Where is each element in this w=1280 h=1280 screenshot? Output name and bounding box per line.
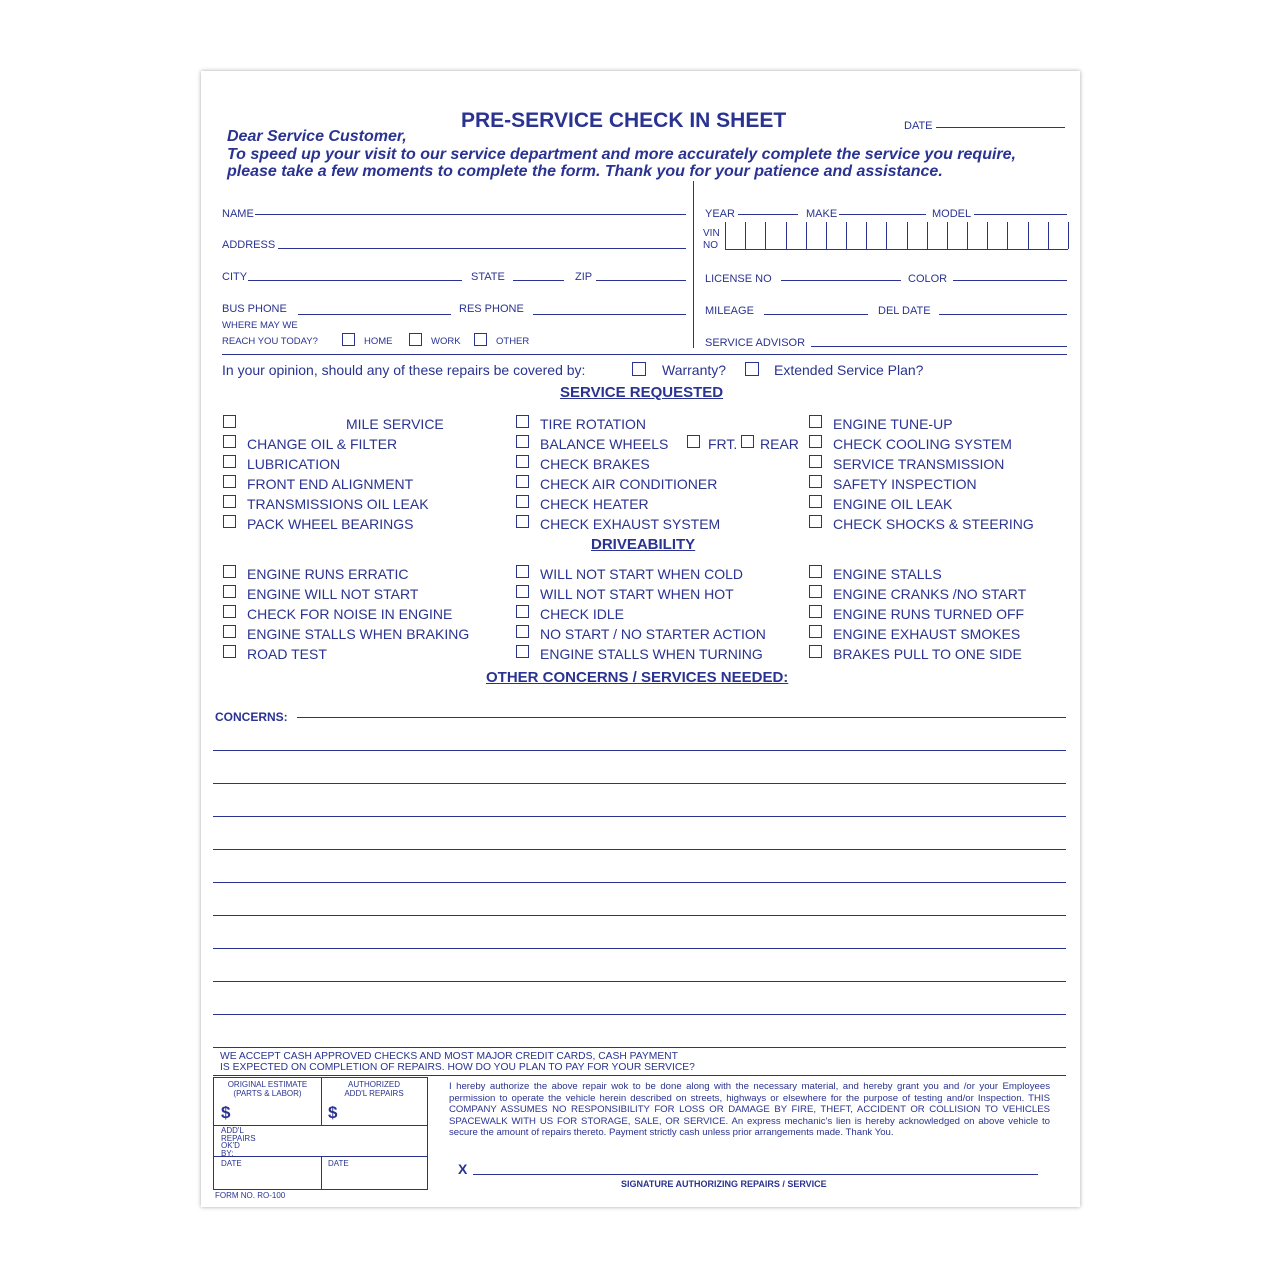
- service-item-label: CHECK HEATER: [540, 496, 649, 512]
- service-item-checkbox[interactable]: [223, 515, 236, 528]
- section-divider: [693, 181, 694, 348]
- concern-line[interactable]: [213, 882, 1066, 883]
- authorized-label: AUTHORIZED: [348, 1080, 400, 1089]
- driveability-item-checkbox[interactable]: [809, 625, 822, 638]
- driveability-item-checkbox[interactable]: [516, 585, 529, 598]
- vin-box-divider: [907, 222, 908, 249]
- make-field[interactable]: [839, 214, 926, 215]
- estimate-box: [213, 1077, 428, 1190]
- address-label: ADDRESS: [222, 239, 276, 251]
- intro-greeting: Dear Service Customer,: [227, 128, 407, 145]
- bus-phone-label: BUS PHONE: [222, 303, 287, 315]
- estimate-rule-1: [214, 1125, 427, 1126]
- work-checkbox[interactable]: [409, 333, 422, 346]
- vin-box-divider: [947, 222, 948, 249]
- service-item-checkbox[interactable]: [223, 475, 236, 488]
- driveability-item-checkbox[interactable]: [516, 645, 529, 658]
- year-field[interactable]: [738, 214, 798, 215]
- vin-box-divider: [806, 222, 807, 249]
- service-item-label: LUBRICATION: [247, 456, 341, 472]
- concerns-field[interactable]: [297, 717, 1066, 718]
- state-label: STATE: [471, 271, 505, 283]
- intro-line-2: please take a few moments to complete the form. Thank you for your patience and assistance.: [227, 163, 943, 180]
- payment-rule: [213, 1075, 1066, 1076]
- coverage-question: In your opinion, should any of these repairs be covered by:: [222, 362, 586, 378]
- driveability-item-checkbox[interactable]: [809, 645, 822, 658]
- section-rule: [222, 354, 1067, 355]
- service-requested-heading: SERVICE REQUESTED: [560, 384, 724, 401]
- service-item-label: CHECK AIR CONDITIONER: [540, 476, 718, 492]
- service-item-label: CHECK SHOCKS & STEERING: [833, 516, 1034, 532]
- form-title: PRE-SERVICE CHECK IN SHEET: [461, 109, 787, 132]
- signature-label: SIGNATURE AUTHORIZING REPAIRS / SERVICE: [621, 1179, 827, 1189]
- form-sheet: [201, 71, 1080, 1207]
- advisor-label: SERVICE ADVISOR: [705, 337, 806, 349]
- driveability-item-checkbox[interactable]: [223, 565, 236, 578]
- concern-line[interactable]: [213, 981, 1066, 982]
- service-item-checkbox[interactable]: [223, 435, 236, 448]
- vin-box-divider: [846, 222, 847, 249]
- service-item-checkbox[interactable]: [516, 455, 529, 468]
- vin-box-divider: [725, 222, 726, 249]
- driveability-item-checkbox[interactable]: [809, 585, 822, 598]
- service-item-label: TRANSMISSIONS OIL LEAK: [247, 496, 429, 512]
- service-item-label: CHECK BRAKES: [540, 456, 650, 472]
- driveability-item-label: ROAD TEST: [247, 646, 327, 662]
- driveability-item-label: NO START / NO STARTER ACTION: [540, 626, 766, 642]
- driveability-item-checkbox[interactable]: [809, 605, 822, 618]
- date-divider: [321, 1157, 322, 1189]
- city-field[interactable]: [248, 280, 462, 281]
- concern-line[interactable]: [213, 816, 1066, 817]
- work-label: WORK: [431, 336, 461, 347]
- driveability-item-label: ENGINE STALLS WHEN BRAKING: [247, 626, 470, 642]
- bus-phone-field[interactable]: [298, 314, 451, 315]
- warranty-checkbox[interactable]: [632, 362, 646, 376]
- payment-note-1: WE ACCEPT CASH APPROVED CHECKS AND MOST MAJOR CREDIT CARDS, CASH PAYMENT: [220, 1051, 678, 1062]
- payment-note-2: IS EXPECTED ON COMPLETION OF REPAIRS. HOW DO YOU PLAN TO PAY FOR YOUR SERVICE?: [220, 1062, 695, 1073]
- vin-box-divider: [927, 222, 928, 249]
- zip-field[interactable]: [596, 280, 686, 281]
- service-item-label: ENGINE OIL LEAK: [833, 496, 953, 512]
- state-field[interactable]: [513, 280, 564, 281]
- driveability-item-label: WILL NOT START WHEN COLD: [540, 566, 744, 582]
- city-label: CITY: [222, 271, 248, 283]
- home-label: HOME: [364, 336, 393, 347]
- driveability-item-checkbox[interactable]: [223, 605, 236, 618]
- del-date-label: DEL DATE: [878, 305, 931, 317]
- front-checkbox[interactable]: [687, 435, 700, 448]
- other-concerns-heading: OTHER CONCERNS / SERVICES NEEDED:: [486, 669, 789, 686]
- concern-line[interactable]: [213, 1014, 1066, 1015]
- vin-box-divider: [786, 222, 787, 249]
- concern-line[interactable]: [213, 948, 1066, 949]
- vin-box-divider: [1048, 222, 1049, 249]
- service-item-label: ENGINE TUNE-UP: [833, 416, 953, 432]
- service-item-checkbox[interactable]: [809, 455, 822, 468]
- service-item-label: SERVICE TRANSMISSION: [833, 456, 1005, 472]
- service-item-checkbox[interactable]: [516, 495, 529, 508]
- vin-box-divider: [1007, 222, 1008, 249]
- original-estimate-label: ORIGINAL ESTIMATE: [227, 1080, 308, 1089]
- addl-repairs-okd-label: ADD'L REPAIRS OK'D BY:: [221, 1126, 256, 1158]
- service-item-checkbox[interactable]: [809, 415, 822, 428]
- other-checkbox[interactable]: [474, 333, 487, 346]
- vin-box-divider: [987, 222, 988, 249]
- vin-baseline: [725, 249, 1068, 250]
- driveability-item-checkbox[interactable]: [516, 625, 529, 638]
- service-item-checkbox[interactable]: [516, 415, 529, 428]
- vin-box-divider: [866, 222, 867, 249]
- service-item-label: CHECK EXHAUST SYSTEM: [540, 516, 721, 532]
- form-number: FORM NO. RO-100: [215, 1191, 286, 1200]
- driveability-item-label: ENGINE WILL NOT START: [247, 586, 419, 602]
- driveability-item-label: CHECK IDLE: [540, 606, 625, 622]
- service-item-label: TIRE ROTATION: [540, 416, 647, 432]
- res-phone-field[interactable]: [533, 314, 686, 315]
- service-item-checkbox[interactable]: [809, 435, 822, 448]
- mileage-field[interactable]: [764, 314, 868, 315]
- concern-line[interactable]: [213, 783, 1066, 784]
- vin-box-divider: [765, 222, 766, 249]
- rear-checkbox[interactable]: [741, 435, 754, 448]
- del-date-field[interactable]: [939, 314, 1067, 315]
- vin-box-divider: [1028, 222, 1029, 249]
- driveability-item-label: ENGINE STALLS WHEN TURNING: [540, 646, 763, 662]
- driveability-item-label: ENGINE RUNS ERRATIC: [247, 566, 409, 582]
- intro-line-1: To speed up your visit to our service department and more accurately complete the service you require,: [227, 146, 1016, 163]
- date-label: DATE: [904, 120, 933, 132]
- concerns-label: CONCERNS:: [215, 710, 288, 724]
- extended-plan-label: Extended Service Plan?: [774, 362, 924, 378]
- home-checkbox[interactable]: [342, 333, 355, 346]
- license-label: LICENSE NO: [705, 273, 772, 285]
- signature-field[interactable]: [473, 1174, 1038, 1175]
- mileage-label: MILEAGE: [705, 305, 754, 317]
- driveability-item-label: WILL NOT START WHEN HOT: [540, 586, 734, 602]
- service-item-label: FRONT END ALIGNMENT: [247, 476, 414, 492]
- address-field[interactable]: [278, 248, 686, 249]
- service-item-checkbox[interactable]: [223, 455, 236, 468]
- concern-line[interactable]: [213, 849, 1066, 850]
- authorization-text: I hereby authorize the above repair wok to be done along with the necessary material, and hereby grant you and /or your Employees permission to operate the vehicle herein described on streets, highways or elsewhere for the purpose of testing and/or Inspection. THIS COMPANY ASSUMES NO RESPONSIBILITY FOR LOSS OR DAMAGE BY FIRE, THEFT, ACCIDENT OR COLLISION TO VEHICLES SPACEWALK WITH US FOR STORAGE, SALE, OR SERVICE. An express mechanic's lien is hereby acknowledged on above vehicle to secure the amount of repairs thereto. Payment strictly cash unless prior arrangements made. Thank You.: [449, 1081, 1050, 1139]
- authorized-amount-field[interactable]: $: [328, 1103, 338, 1122]
- other-label: OTHER: [496, 336, 530, 347]
- model-label: MODEL: [932, 208, 972, 220]
- vin-no-label: NO: [703, 240, 718, 251]
- signature-x: X: [458, 1161, 468, 1177]
- service-item-checkbox[interactable]: [223, 415, 236, 428]
- service-item-label: BALANCE WHEELS: [540, 436, 669, 452]
- vin-box-divider: [1068, 222, 1069, 249]
- service-item-checkbox[interactable]: [516, 475, 529, 488]
- driveability-item-label: BRAKES PULL TO ONE SIDE: [833, 646, 1022, 662]
- service-item-checkbox[interactable]: [809, 475, 822, 488]
- color-field[interactable]: [953, 280, 1067, 281]
- rear-label: REAR: [760, 436, 799, 452]
- parts-labor-label: (PARTS & LABOR): [233, 1089, 302, 1098]
- date-label-1: DATE: [221, 1159, 242, 1168]
- service-item-checkbox[interactable]: [516, 515, 529, 528]
- driveability-item-checkbox[interactable]: [223, 625, 236, 638]
- driveability-item-checkbox[interactable]: [516, 565, 529, 578]
- date-field[interactable]: [936, 127, 1065, 128]
- service-item-label: CHECK COOLING SYSTEM: [833, 436, 1012, 452]
- service-item-checkbox[interactable]: [809, 495, 822, 508]
- vin-box-divider: [886, 222, 887, 249]
- driveability-item-label: ENGINE CRANKS /NO START: [833, 586, 1027, 602]
- driveability-item-checkbox[interactable]: [223, 645, 236, 658]
- color-label: COLOR: [908, 273, 948, 285]
- driveability-item-label: ENGINE RUNS TURNED OFF: [833, 606, 1025, 622]
- name-field[interactable]: [255, 214, 686, 215]
- service-item-label: PACK WHEEL BEARINGS: [247, 516, 414, 532]
- name-label: NAME: [222, 208, 254, 220]
- addl-repairs-label: ADD'L REPAIRS: [344, 1089, 404, 1098]
- vin-box-divider: [826, 222, 827, 249]
- extended-plan-checkbox[interactable]: [745, 362, 759, 376]
- vin-box-divider: [745, 222, 746, 249]
- service-item-label: CHANGE OIL & FILTER: [247, 436, 398, 452]
- driveability-item-label: ENGINE EXHAUST SMOKES: [833, 626, 1021, 642]
- driveability-item-checkbox[interactable]: [809, 565, 822, 578]
- reach-label-2: REACH YOU TODAY?: [222, 336, 318, 347]
- license-field[interactable]: [781, 280, 901, 281]
- date-label-2: DATE: [328, 1159, 349, 1168]
- service-item-label: MILE SERVICE: [346, 416, 444, 432]
- concern-line[interactable]: [213, 750, 1066, 751]
- model-field[interactable]: [974, 214, 1067, 215]
- service-item-label: SAFETY INSPECTION: [833, 476, 977, 492]
- vin-label: VIN: [703, 228, 720, 239]
- service-item-checkbox[interactable]: [809, 515, 822, 528]
- service-item-checkbox[interactable]: [516, 435, 529, 448]
- vin-box-divider: [967, 222, 968, 249]
- concern-line[interactable]: [213, 915, 1066, 916]
- concern-line[interactable]: [213, 1047, 1066, 1048]
- warranty-label: Warranty?: [662, 362, 727, 378]
- driveability-item-label: CHECK FOR NOISE IN ENGINE: [247, 606, 453, 622]
- reach-label-1: WHERE MAY WE: [222, 320, 298, 331]
- year-label: YEAR: [705, 208, 735, 220]
- original-estimate-field[interactable]: $: [221, 1103, 231, 1122]
- driveability-item-checkbox[interactable]: [516, 605, 529, 618]
- driveability-heading: DRIVEABILITY: [591, 536, 696, 553]
- driveability-item-label: ENGINE STALLS: [833, 566, 942, 582]
- service-item-checkbox[interactable]: [223, 495, 236, 508]
- front-label: FRT.: [708, 436, 738, 452]
- make-label: MAKE: [806, 208, 838, 220]
- driveability-item-checkbox[interactable]: [223, 585, 236, 598]
- advisor-field[interactable]: [811, 346, 1067, 347]
- res-phone-label: RES PHONE: [459, 303, 524, 315]
- zip-label: ZIP: [575, 271, 593, 283]
